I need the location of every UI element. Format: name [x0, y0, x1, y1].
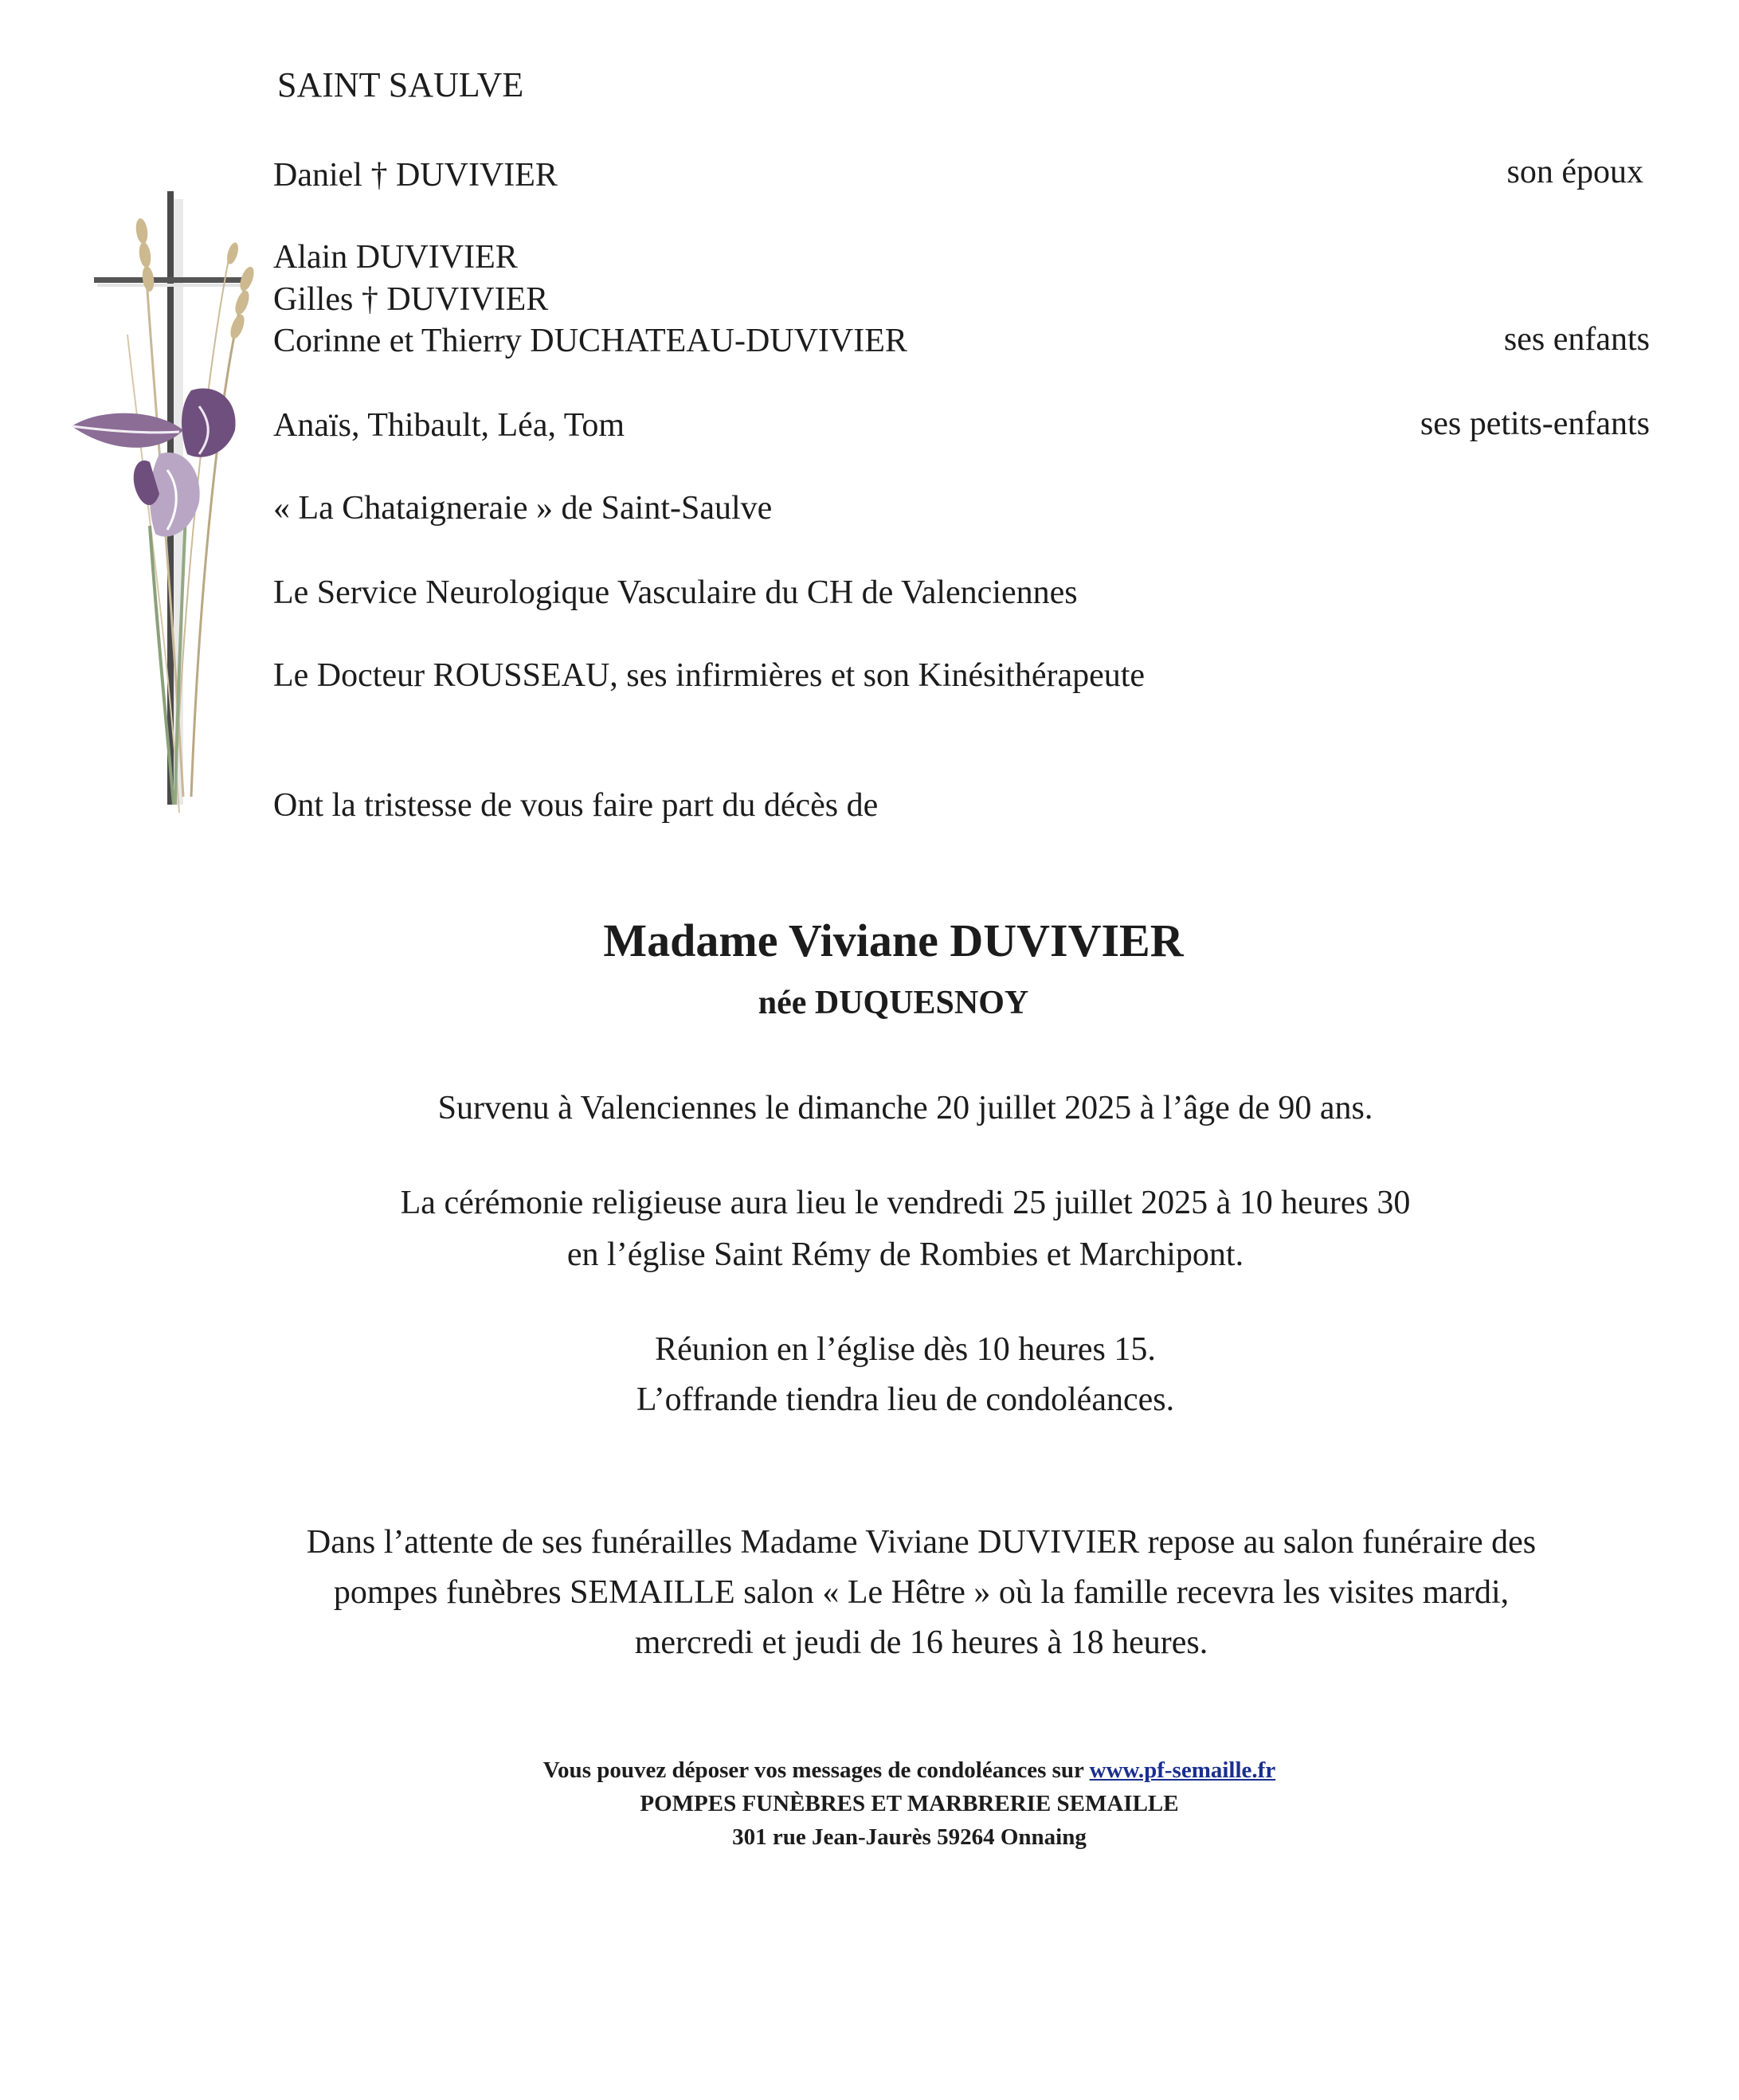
family-name-child: Gilles † DUVIVIER	[273, 281, 549, 318]
website-link[interactable]: www.pf-semaille.fr	[1089, 1757, 1276, 1783]
ceremony-location: en l’église Saint Rémy de Rombies et Marchipont.	[566, 1236, 1244, 1273]
deceased-name: Madame Viviane DUVIVIER	[603, 915, 1184, 966]
offering-note: L’offrande tiendra lieu de condoléances.	[636, 1381, 1175, 1418]
company-address: 301 rue Jean-Jaurès 59264 Onnaing	[732, 1824, 1087, 1850]
condolence-message-text: Vous pouvez déposer vos messages de condoléances sur	[542, 1757, 1084, 1783]
condolence-message-line	[0, 1757, 1739, 1784]
town-heading: SAINT SAULVE	[277, 65, 524, 104]
relation-spouse: son époux	[1506, 154, 1643, 190]
family-name-child: Alain DUVIVIER	[273, 239, 518, 276]
mourner-line: Le Docteur ROUSSEAU, ses infirmières et son Kinésithérapeute	[273, 657, 1146, 694]
relation-children: ses enfants	[1503, 321, 1650, 358]
relation-grandchildren: ses petits-enfants	[1420, 406, 1650, 442]
cross-lily-decoration-icon	[48, 191, 279, 821]
death-details: Survenu à Valenciennes le dimanche 20 juillet 2025 à l’âge de 90 ans.	[437, 1090, 1373, 1126]
family-name-child: Corinne et Thierry DUCHATEAU-DUVIVIER	[273, 323, 907, 359]
family-name-spouse: Daniel † DUVIVIER	[273, 157, 558, 194]
family-name-grandchildren: Anaïs, Thibault, Léa, Tom	[273, 407, 625, 444]
company-name: POMPES FUNÈBRES ET MARBRERIE SEMAILLE	[640, 1791, 1179, 1816]
gathering-time: Réunion en l’église dès 10 heures 15.	[655, 1331, 1156, 1368]
mourner-line: Le Service Neurologique Vasculaire du CH de Valenciennes	[273, 574, 1078, 611]
announcement-intro: Ont la tristesse de vous faire part du décès de	[273, 787, 879, 824]
mourner-line: « La Chataigneraie » de Saint-Saulve	[273, 490, 773, 527]
visits-paragraph: mercredi et jeudi de 16 heures à 18 heures.	[634, 1624, 1208, 1661]
visits-paragraph: pompes funèbres SEMAILLE salon « Le Hêtre » où la famille recevra les visites mardi,	[333, 1574, 1510, 1611]
ceremony-details: La cérémonie religieuse aura lieu le vendredi 25 juillet 2025 à 10 heures 30	[400, 1185, 1411, 1221]
deceased-maiden-name: née DUQUESNOY	[758, 985, 1029, 1021]
visits-paragraph: Dans l’attente de ses funérailles Madame Viviane DUVIVIER repose au salon funéraire des	[306, 1524, 1537, 1561]
